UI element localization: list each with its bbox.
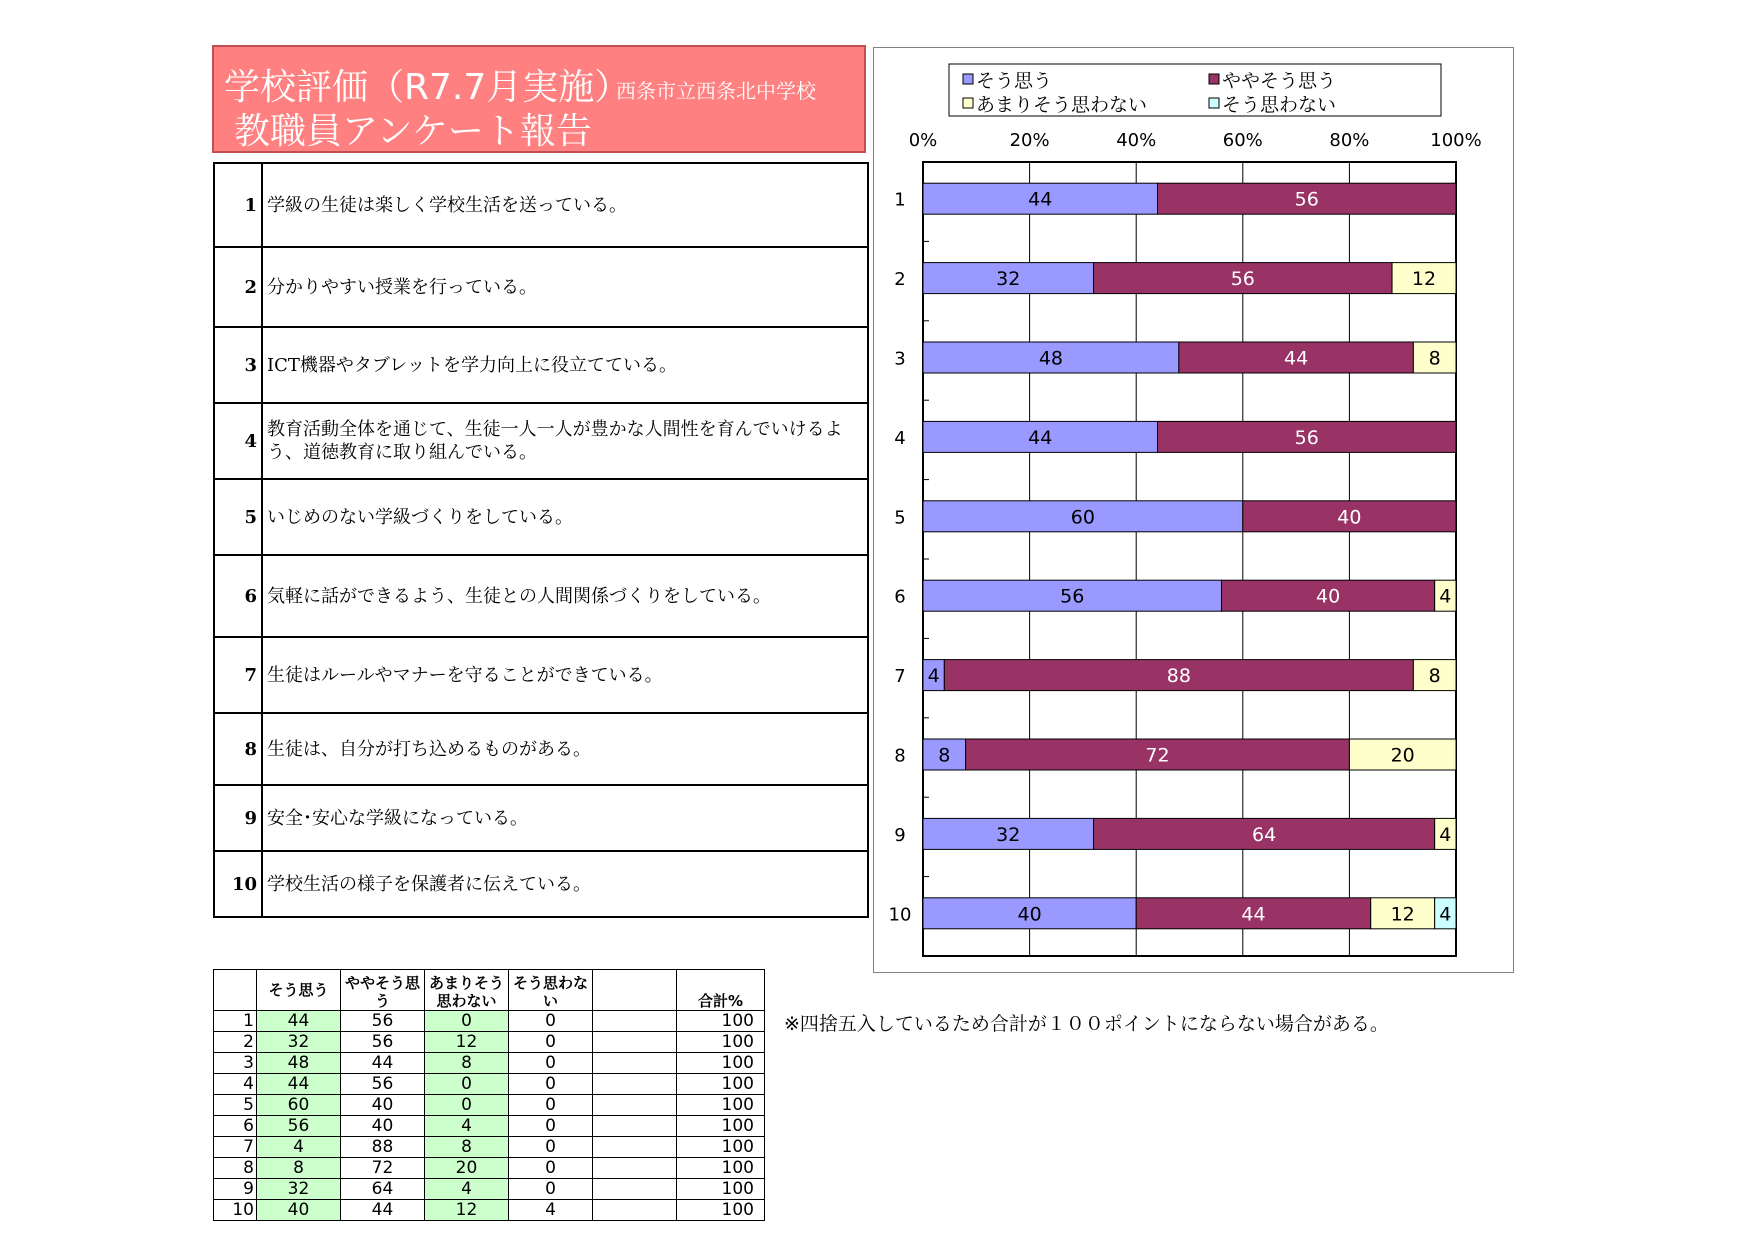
table-row xyxy=(214,1137,765,1158)
cell-empty xyxy=(593,1053,677,1074)
data-label: 40 xyxy=(1337,506,1362,529)
table-row xyxy=(214,1053,765,1074)
question-number: 5 xyxy=(214,479,262,555)
question-number: 9 xyxy=(214,785,262,851)
data-label: 72 xyxy=(1145,744,1170,767)
table-row xyxy=(214,1032,765,1053)
question-text: 生徒はルールやマナーを守ることができている。 xyxy=(262,637,868,713)
chart-legend xyxy=(949,64,1441,116)
data-label: 40 xyxy=(1017,903,1042,926)
question-number: 4 xyxy=(214,403,262,479)
cell-empty xyxy=(593,1074,677,1095)
cell-total: 100 xyxy=(677,1011,765,1032)
legend-label: あまりそう思わない xyxy=(976,94,1148,116)
question-number: 8 xyxy=(214,713,262,785)
cell-empty xyxy=(593,1032,677,1053)
y-category-label: 6 xyxy=(894,586,906,608)
rounding-note: ※四捨五入しているため合計が１００ポイントにならない場合がある。 xyxy=(784,1013,1389,1035)
question-number: 6 xyxy=(214,555,262,637)
data-label: 56 xyxy=(1060,585,1085,608)
question-row xyxy=(214,713,868,785)
row-number: 1 xyxy=(214,1011,257,1032)
question-row xyxy=(214,785,868,851)
row-number: 8 xyxy=(214,1158,257,1179)
question-text: ICT機器やタブレットを学力向上に役立てている。 xyxy=(262,327,868,403)
cell-somewhat-agree: 64 xyxy=(341,1179,425,1200)
data-table-header-row xyxy=(214,970,765,1011)
data-label: 44 xyxy=(1028,426,1053,449)
chart-frame xyxy=(873,47,1514,973)
cell-agree: 44 xyxy=(257,1011,341,1032)
cell-somewhat-agree: 44 xyxy=(341,1053,425,1074)
data-label: 56 xyxy=(1230,268,1255,291)
cell-somewhat-agree: 72 xyxy=(341,1158,425,1179)
question-number: 7 xyxy=(214,637,262,713)
x-tick-label: 80% xyxy=(1329,130,1370,151)
header-blank xyxy=(214,970,257,1011)
row-number: 6 xyxy=(214,1116,257,1137)
question-text: 学級の生徒は楽しく学校生活を送っている。 xyxy=(262,163,868,247)
y-category-label: 7 xyxy=(894,666,906,688)
question-text: 教育活動全体を通じて、生徒一人一人が豊かな人間性を育んでいけるよう、道徳教育に取り組んでいる。 xyxy=(262,403,868,479)
cell-total: 100 xyxy=(677,1032,765,1053)
question-number: 3 xyxy=(214,327,262,403)
question-row xyxy=(214,403,868,479)
question-text: 生徒は、自分が打ち込めるものがある。 xyxy=(262,713,868,785)
stacked-bar-chart xyxy=(874,48,1513,972)
data-label: 56 xyxy=(1294,426,1319,449)
data-label: 20 xyxy=(1390,744,1415,767)
x-tick-label: 60% xyxy=(1222,130,1263,151)
row-number: 9 xyxy=(214,1179,257,1200)
cell-not-much-agree: 20 xyxy=(425,1158,509,1179)
row-number: 3 xyxy=(214,1053,257,1074)
cell-agree: 40 xyxy=(257,1200,341,1221)
cell-disagree: 0 xyxy=(509,1074,593,1095)
header-empty xyxy=(593,970,677,1011)
data-label: 32 xyxy=(996,268,1021,291)
data-label: 64 xyxy=(1252,823,1277,846)
row-number: 5 xyxy=(214,1095,257,1116)
cell-not-much-agree: 8 xyxy=(425,1137,509,1158)
data-label: 48 xyxy=(1038,347,1064,370)
row-number: 2 xyxy=(214,1032,257,1053)
cell-somewhat-agree: 56 xyxy=(341,1011,425,1032)
cell-total: 100 xyxy=(677,1200,765,1221)
y-category-label: 1 xyxy=(894,189,906,211)
cell-disagree: 0 xyxy=(509,1053,593,1074)
table-row xyxy=(214,1095,765,1116)
legend-label: ややそう思う xyxy=(1222,70,1337,92)
y-category-label: 3 xyxy=(894,348,906,370)
cell-agree: 44 xyxy=(257,1074,341,1095)
legend-label: そう思う xyxy=(976,70,1053,92)
data-label: 44 xyxy=(1028,188,1053,211)
cell-somewhat-agree: 88 xyxy=(341,1137,425,1158)
cell-agree: 60 xyxy=(257,1095,341,1116)
question-text: 分かりやすい授業を行っている。 xyxy=(262,247,868,327)
y-category-label: 2 xyxy=(894,269,906,291)
cell-agree: 48 xyxy=(257,1053,341,1074)
cell-not-much-agree: 12 xyxy=(425,1032,509,1053)
cell-disagree: 0 xyxy=(509,1032,593,1053)
cell-disagree: 0 xyxy=(509,1116,593,1137)
table-row xyxy=(214,1011,765,1032)
data-label: 4 xyxy=(1439,823,1452,846)
cell-empty xyxy=(593,1158,677,1179)
legend-swatch xyxy=(963,74,973,84)
cell-agree: 56 xyxy=(257,1116,341,1137)
cell-disagree: 0 xyxy=(509,1137,593,1158)
data-label: 44 xyxy=(1241,903,1266,926)
data-label: 8 xyxy=(938,744,951,767)
table-row xyxy=(214,1179,765,1200)
legend-swatch xyxy=(963,98,973,108)
question-row xyxy=(214,163,868,247)
cell-not-much-agree: 8 xyxy=(425,1053,509,1074)
cell-somewhat-agree: 44 xyxy=(341,1200,425,1221)
cell-not-much-agree: 12 xyxy=(425,1200,509,1221)
data-label: 4 xyxy=(1439,903,1452,926)
header-disagree: そう思わない xyxy=(509,970,593,1011)
cell-disagree: 4 xyxy=(509,1200,593,1221)
legend-label: そう思わない xyxy=(1222,94,1337,116)
question-row xyxy=(214,851,868,917)
x-tick-label: 100% xyxy=(1430,130,1482,151)
school-name: 西条市立西条北中学校 xyxy=(616,79,816,103)
cell-agree: 32 xyxy=(257,1032,341,1053)
legend-swatch xyxy=(1209,74,1219,84)
x-tick-label: 20% xyxy=(1009,130,1050,151)
question-row xyxy=(214,637,868,713)
cell-empty xyxy=(593,1179,677,1200)
question-text: 気軽に話ができるよう、生徒との人間関係づくりをしている。 xyxy=(262,555,868,637)
question-number: 1 xyxy=(214,163,262,247)
question-row xyxy=(214,247,868,327)
question-text: 安全･安心な学級になっている。 xyxy=(262,785,868,851)
header-not-much-agree: あまりそう思わない xyxy=(425,970,509,1011)
table-row xyxy=(214,1116,765,1137)
cell-empty xyxy=(593,1137,677,1158)
data-label: 12 xyxy=(1411,268,1437,291)
header-total: 合計% xyxy=(677,970,765,1011)
data-label: 40 xyxy=(1315,585,1341,608)
question-text: いじめのない学級づくりをしている。 xyxy=(262,479,868,555)
cell-empty xyxy=(593,1116,677,1137)
cell-somewhat-agree: 56 xyxy=(341,1074,425,1095)
cell-total: 100 xyxy=(677,1095,765,1116)
cell-not-much-agree: 0 xyxy=(425,1074,509,1095)
x-tick-label: 40% xyxy=(1116,130,1157,151)
row-number: 4 xyxy=(214,1074,257,1095)
data-label: 44 xyxy=(1284,347,1309,370)
data-label: 60 xyxy=(1070,506,1095,529)
question-text: 学校生活の様子を保護者に伝えている。 xyxy=(262,851,868,917)
question-row xyxy=(214,327,868,403)
cell-total: 100 xyxy=(677,1116,765,1137)
cell-somewhat-agree: 56 xyxy=(341,1032,425,1053)
data-label: 88 xyxy=(1166,665,1191,688)
data-table xyxy=(213,969,765,1221)
data-label: 8 xyxy=(1428,665,1441,688)
cell-empty xyxy=(593,1011,677,1032)
question-number: 10 xyxy=(214,851,262,917)
cell-somewhat-agree: 40 xyxy=(341,1116,425,1137)
cell-total: 100 xyxy=(677,1179,765,1200)
page-title: 学校評価（R7.7月実施） xyxy=(224,67,631,108)
data-label: 56 xyxy=(1294,188,1319,211)
cell-disagree: 0 xyxy=(509,1011,593,1032)
cell-agree: 8 xyxy=(257,1158,341,1179)
question-row xyxy=(214,479,868,555)
row-number: 10 xyxy=(214,1200,257,1221)
cell-total: 100 xyxy=(677,1158,765,1179)
cell-total: 100 xyxy=(677,1053,765,1074)
cell-not-much-agree: 0 xyxy=(425,1095,509,1116)
title-banner xyxy=(212,45,866,153)
cell-empty xyxy=(593,1095,677,1116)
cell-total: 100 xyxy=(677,1137,765,1158)
cell-total: 100 xyxy=(677,1074,765,1095)
data-label: 4 xyxy=(927,665,940,688)
cell-somewhat-agree: 40 xyxy=(341,1095,425,1116)
question-row xyxy=(214,555,868,637)
y-category-label: 8 xyxy=(894,745,906,767)
cell-not-much-agree: 4 xyxy=(425,1116,509,1137)
cell-disagree: 0 xyxy=(509,1179,593,1200)
y-category-label: 10 xyxy=(888,904,912,926)
cell-empty xyxy=(593,1200,677,1221)
legend-swatch xyxy=(1209,98,1219,108)
y-category-label: 4 xyxy=(894,427,906,449)
data-label: 8 xyxy=(1428,347,1441,370)
question-list xyxy=(213,162,869,918)
row-number: 7 xyxy=(214,1137,257,1158)
cell-agree: 4 xyxy=(257,1137,341,1158)
y-category-label: 5 xyxy=(894,507,906,529)
data-label: 12 xyxy=(1390,903,1415,926)
cell-not-much-agree: 4 xyxy=(425,1179,509,1200)
data-label: 32 xyxy=(996,823,1021,846)
table-row xyxy=(214,1074,765,1095)
table-row xyxy=(214,1200,765,1221)
data-label: 4 xyxy=(1439,585,1452,608)
y-category-label: 9 xyxy=(894,824,906,846)
question-number: 2 xyxy=(214,247,262,327)
header-somewhat-agree: ややそう思う xyxy=(341,970,425,1011)
cell-disagree: 0 xyxy=(509,1095,593,1116)
page-subtitle: 教職員アンケート報告 xyxy=(234,111,592,152)
cell-agree: 32 xyxy=(257,1179,341,1200)
cell-disagree: 0 xyxy=(509,1158,593,1179)
cell-not-much-agree: 0 xyxy=(425,1011,509,1032)
x-tick-label: 0% xyxy=(908,130,938,151)
header-agree: そう思う xyxy=(257,970,341,1011)
table-row xyxy=(214,1158,765,1179)
